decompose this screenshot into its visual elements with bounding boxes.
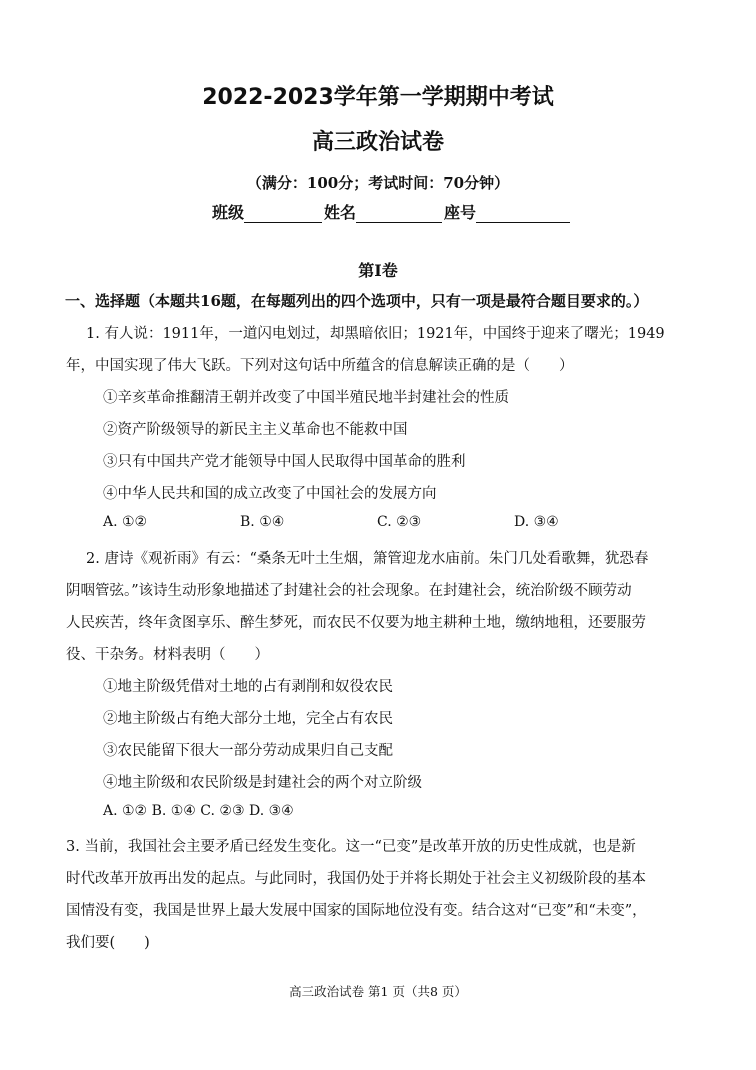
section-heading: 一、选择题（本题共16题，在每题列出的四个选项中，只有一项是最符合题目要求的。）	[65, 292, 649, 310]
q3-line-4: 我们要( )	[66, 935, 150, 951]
exam-title: 2022-2023学年第一学期期中考试	[202, 85, 554, 110]
q2-line-2: 阴咽管弦。”该诗生动形象地描述了封建社会的社会现象。在封建社会，统治阶级不顾劳动	[66, 583, 632, 599]
q1-choice-b: B. ①④	[240, 514, 285, 530]
q1-choice-a: A. ①②	[103, 514, 148, 530]
q1-option-2: ②资产阶级领导的新民主主义革命也不能救中国	[103, 422, 408, 438]
name-label: 姓名	[324, 203, 357, 222]
q2-line-3: 人民疾苦，终年贪图享乐、醉生梦死，而农民不仅要为地主耕种土地，缴纳地租，还要服劳	[66, 615, 646, 631]
page-footer: 高三政治试卷 第1 页（共8 页）	[289, 984, 467, 999]
class-label: 班级	[212, 203, 245, 222]
q2-option-2: ②地主阶级占有绝大部分土地，完全占有农民	[103, 711, 393, 727]
q2-option-3: ③农民能留下很大一部分劳动成果归自己支配	[103, 743, 393, 759]
q2-line-4: 役、干杂务。材料表明（ ）	[66, 647, 269, 663]
q1-line-2: 年，中国实现了伟大飞跃。下列对这句话中所蕴含的信息解读正确的是（ ）	[66, 358, 574, 374]
q1-choices	[103, 514, 559, 530]
q2-option-4: ④地主阶级和农民阶级是封建社会的两个对立阶级	[103, 775, 422, 791]
q1-option-3: ③只有中国共产党才能领导中国人民取得中国革命的胜利	[103, 454, 466, 470]
q3-line-2: 时代改革开放再出发的起点。与此同时，我国仍处于并将长期处于社会主义初级阶段的基本	[66, 871, 646, 887]
q1-choice-c: C. ②③	[377, 514, 422, 530]
student-info-fields	[212, 200, 572, 223]
name-blank	[356, 204, 442, 223]
q1-line-1: 1. 有人说：1911年，一道闪电划过，却黑暗依旧；1921年，中国终于迎来了曙光；1949	[86, 326, 665, 342]
seat-label: 座号	[444, 203, 477, 222]
q2-choices: A. ①② B. ①④ C. ②③ D. ③④	[103, 803, 294, 819]
seat-blank	[476, 204, 570, 223]
q2-option-1: ①地主阶级凭借对土地的占有剥削和奴役农民	[103, 679, 393, 695]
exam-meta: （满分：100分；考试时间：70分钟）	[246, 174, 510, 192]
q3-line-1: 3. 当前，我国社会主要矛盾已经发生变化。这一“已变”是改革开放的历史性成就，也是新	[66, 839, 636, 855]
class-blank	[244, 204, 322, 223]
q3-line-3: 国情没有变，我国是世界上最大发展中国家的国际地位没有变。结合这对“已变”和“未变”，	[66, 903, 647, 919]
q1-option-4: ④中华人民共和国的成立改变了中国社会的发展方向	[103, 486, 437, 502]
exam-subtitle: 高三政治试卷	[311, 130, 444, 155]
section-title: 第Ⅰ卷	[358, 261, 398, 280]
q2-line-1: 2. 唐诗《观祈雨》有云：“桑条无叶土生烟，箫管迎龙水庙前。朱门几处看歌舞，犹恐春	[86, 551, 649, 567]
q1-choice-d: D. ③④	[514, 514, 559, 530]
q1-option-1: ①辛亥革命推翻清王朝并改变了中国半殖民地半封建社会的性质	[103, 390, 509, 406]
